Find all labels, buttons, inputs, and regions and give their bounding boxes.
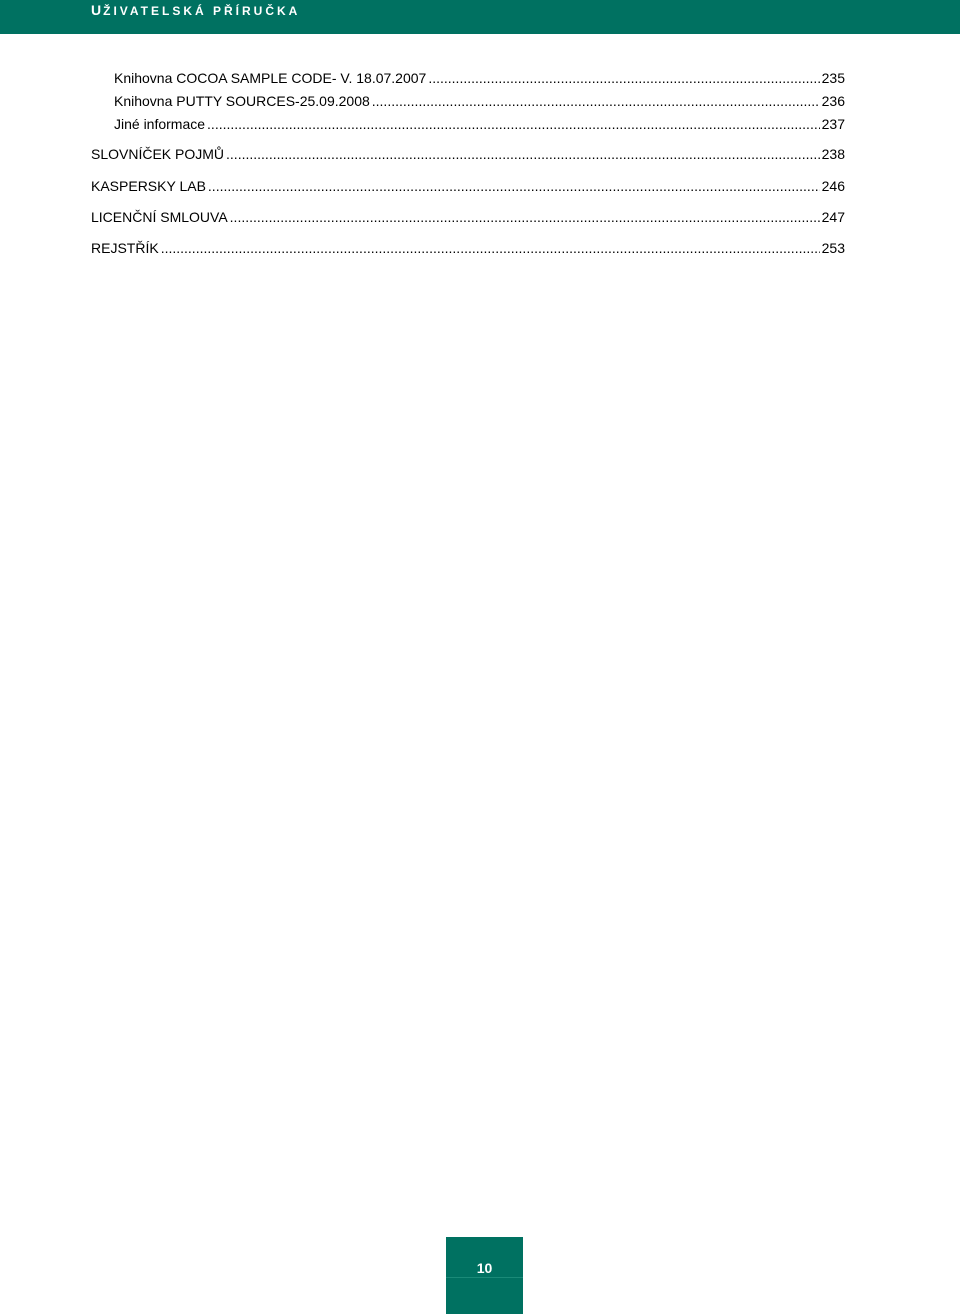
toc-leader-dots xyxy=(161,239,820,257)
toc-entry-label: REJSTŘÍK xyxy=(91,240,159,256)
toc-leader-dots xyxy=(428,69,819,87)
toc-leader-dots xyxy=(226,145,820,163)
toc-entry-label: Knihovna PUTTY SOURCES-25.09.2008 xyxy=(114,93,370,109)
page-number-divider xyxy=(446,1277,523,1278)
toc-entry[interactable] xyxy=(114,92,845,110)
toc-entry[interactable] xyxy=(91,177,845,195)
toc-entry-label: Knihovna COCOA SAMPLE CODE- V. 18.07.2007 xyxy=(114,70,427,86)
toc-leader-dots xyxy=(372,92,820,110)
toc-entry-label: KASPERSKY LAB xyxy=(91,178,206,194)
toc-entry[interactable] xyxy=(91,239,845,257)
toc-leader-dots xyxy=(230,208,820,226)
toc-entry[interactable] xyxy=(91,208,845,226)
toc-entry-page: 237 xyxy=(821,116,845,132)
toc-leader-dots xyxy=(208,177,820,195)
toc-entry-label: Jiné informace xyxy=(114,116,206,132)
header-title-initial: U xyxy=(91,2,104,18)
toc-entry-page: 246 xyxy=(821,178,845,194)
page-number-box xyxy=(446,1237,523,1314)
toc-entry[interactable] xyxy=(114,115,845,133)
toc-leader-dots xyxy=(207,115,820,133)
header-bar xyxy=(0,0,960,34)
toc-entry-page: 235 xyxy=(821,70,845,86)
toc-entry[interactable] xyxy=(114,69,845,87)
toc-entry-page: 247 xyxy=(821,209,845,225)
toc-entry-page: 238 xyxy=(821,146,845,162)
header-title-rest: ŽIVATELSKÁ PŘÍRUČKA xyxy=(103,4,301,18)
toc-entry-page: 236 xyxy=(821,93,845,109)
page-number: 10 xyxy=(476,1260,493,1276)
toc-entry[interactable] xyxy=(91,145,845,163)
toc-entry-page: 253 xyxy=(821,240,845,256)
header-title xyxy=(91,3,300,18)
toc-entry-label: SLOVNÍČEK POJMŮ xyxy=(91,146,225,162)
toc-entry-label: LICENČNÍ SMLOUVA xyxy=(91,209,228,225)
